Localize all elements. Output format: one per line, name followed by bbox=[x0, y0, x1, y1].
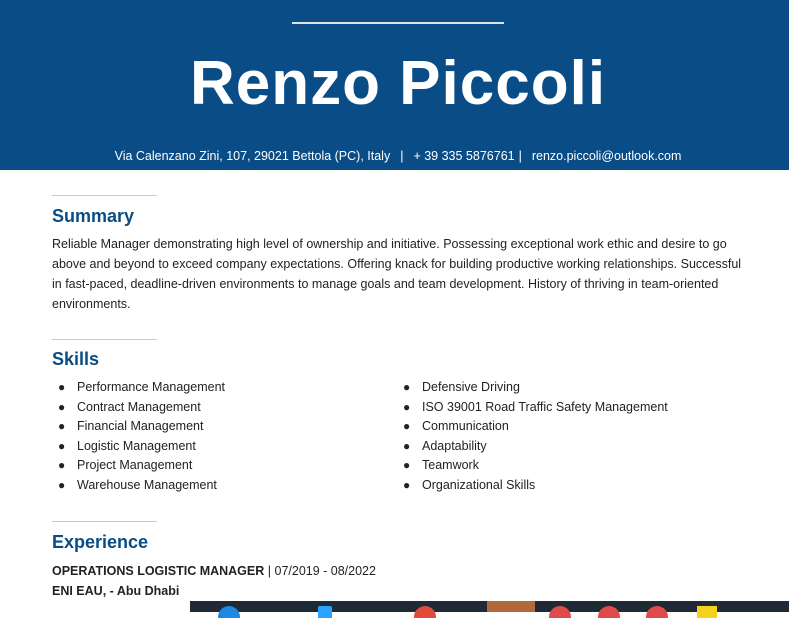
skills-list-right bbox=[397, 378, 668, 496]
job-company: ENI EAU, - Abu Dhabi bbox=[52, 584, 180, 598]
bullet-icon: ● bbox=[403, 380, 411, 394]
summary-rule bbox=[52, 195, 157, 196]
list-item: ● Logistic Management bbox=[52, 437, 225, 457]
contact-email[interactable]: renzo.piccoli@outlook.com bbox=[531, 149, 682, 163]
header-divider bbox=[292, 22, 504, 24]
bullet-icon: ● bbox=[58, 419, 66, 434]
list-item: ● Adaptability bbox=[397, 437, 668, 457]
summary-text: Reliable Manager demonstrating high level of ownership and initiative. Possessing exceptional work ethic and desire to go above and beyond to exceed company expectations. Offering knack for building productive working relationships. Successful in fast-paced, deadline-driven environments to manage goals and team development. History of thriving in team-oriented environments. bbox=[52, 237, 742, 311]
list-item: ● ISO 39001 Road Traffic Safety Management bbox=[397, 398, 668, 418]
bullet-icon: ● bbox=[403, 458, 411, 473]
bullet-icon: ● bbox=[58, 477, 66, 492]
job-dates: | 07/2019 - 08/2022 bbox=[267, 564, 376, 578]
list-item: ● Warehouse Management bbox=[52, 476, 225, 496]
experience-heading: Experience bbox=[52, 532, 149, 552]
skills-list-left bbox=[52, 378, 225, 496]
contact-phone: + 39 335 5876761 bbox=[413, 149, 515, 163]
list-item: ● Contract Management bbox=[52, 398, 225, 418]
list-item: ● Financial Management bbox=[52, 417, 225, 437]
experience-rule bbox=[52, 521, 157, 522]
bullet-icon: ● bbox=[403, 419, 411, 434]
list-item: ● Organizational Skills bbox=[397, 476, 668, 496]
list-item: ● Performance Management bbox=[52, 378, 225, 398]
list-item: ● Project Management bbox=[52, 456, 225, 476]
taskbar-app-icon[interactable] bbox=[697, 606, 717, 618]
bullet-icon: ● bbox=[403, 399, 411, 414]
contact-separator: | bbox=[518, 149, 522, 163]
summary-heading: Summary bbox=[52, 206, 135, 226]
contact-separator: | bbox=[400, 149, 404, 163]
bullet-icon: ● bbox=[403, 438, 411, 453]
bullet-icon: ● bbox=[58, 380, 66, 394]
job-role: OPERATIONS LOGISTIC MANAGER bbox=[52, 564, 265, 578]
bullet-icon: ● bbox=[58, 399, 66, 414]
bullet-icon: ● bbox=[58, 458, 66, 473]
bullet-icon: ● bbox=[58, 438, 66, 453]
skills-rule bbox=[52, 339, 157, 340]
list-item: ● Teamwork bbox=[397, 456, 668, 476]
taskbar-app-icon[interactable] bbox=[487, 601, 535, 612]
candidate-name: Renzo Piccoli bbox=[189, 49, 607, 118]
job-title-line bbox=[52, 562, 376, 580]
bullet-icon: ● bbox=[403, 477, 411, 492]
skills-heading: Skills bbox=[52, 349, 100, 369]
list-item: ● Defensive Driving bbox=[397, 378, 668, 398]
list-item: ● Communication bbox=[397, 417, 668, 437]
taskbar-app-icon[interactable] bbox=[318, 606, 332, 618]
contact-line bbox=[0, 148, 789, 164]
resume-header bbox=[0, 0, 789, 170]
contact-address: Via Calenzano Zini, 107, 29021 Bettola (PC), Italy bbox=[114, 149, 391, 163]
